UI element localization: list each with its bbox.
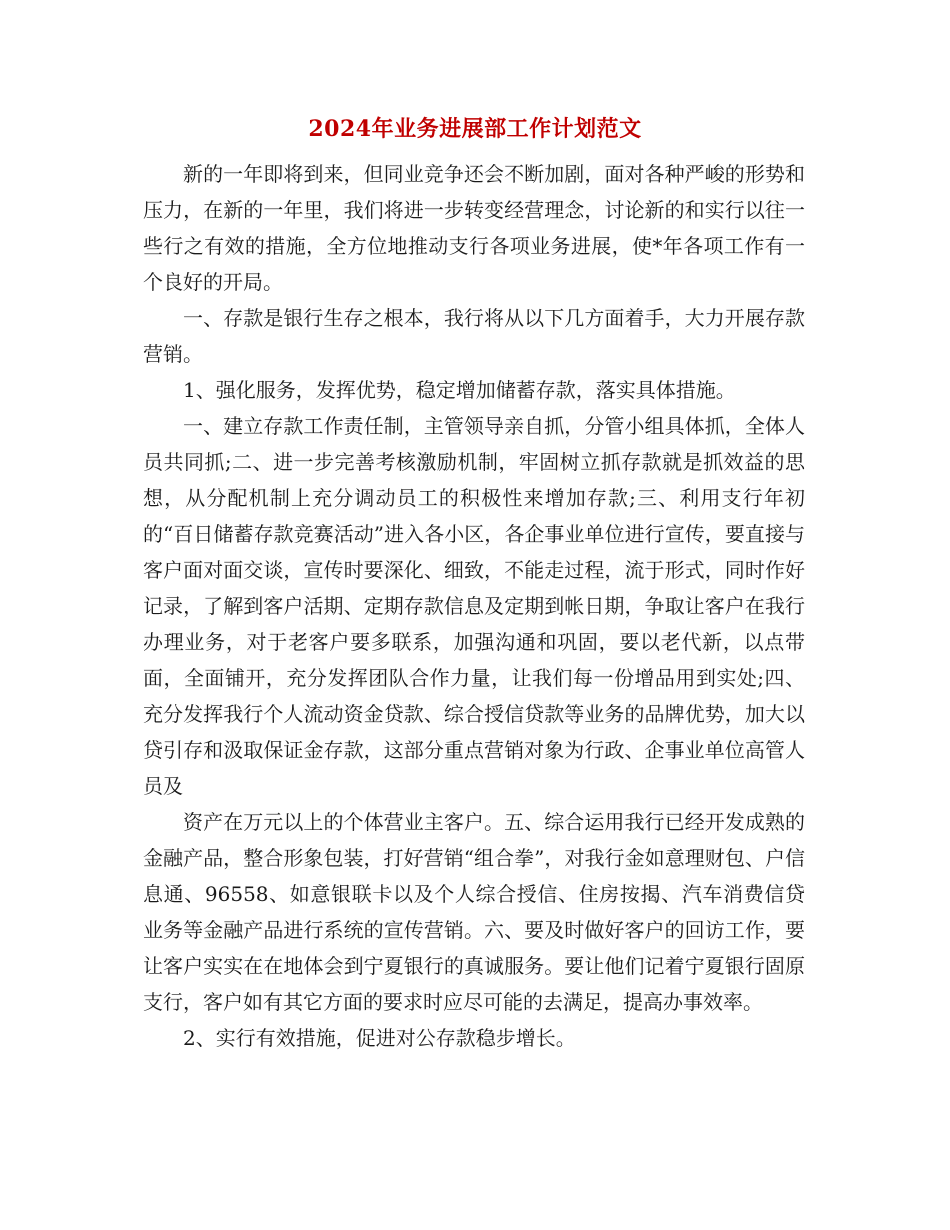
paragraph-subsection-2: 2、实行有效措施，促进对公存款稳步增长。 xyxy=(183,1026,576,1050)
paragraph-measures-part-1: 一、建立存款工作责任制，主管领导亲自抓，分管小组具体抓，全体人员共同抓;二、进一步完善考核激励机制，牢固树立抓存款就是抓效益的思想，从分配机制上充分调动员工的积极性来增加存款;三、利用支行年初的“百日储蓄存款竞赛活动”进入各小区，各企事业单位进行宣传，要直接与客户面对面交谈，宣传时要深化、细致，不能走过程，流于形式，同时作好记录，了解到客户活期、定期存款信息及定期到帐日期，争取让客户在我行办理业务，对于老客户要多联系，加强沟通和巩固，要以老代新，以点带面，全面铺开，充分发挥团队合作力量，让我们每一份增品用到实处;四、充分发挥我行个人流动资金贷款、综合授信贷款等业务的品牌优势，加大以贷引存和汲取保证金存款，这部分重点营销对象为行政、企事业单位高管人员及 xyxy=(143,414,805,798)
document-title: 2024年业务进展部工作计划范文 xyxy=(308,116,642,142)
paragraph-measures-part-2: 资产在万元以上的个体营业主客户。五、综合运用我行已经开发成熟的金融产品，整合形象包装，打好营销“组合拳”，对我行金如意理财包、户信息通、96558、如意银联卡以及个人综合授信、住房按揭、汽车消费信贷业务等金融产品进行系统的宣传营销。六、要及时做好客户的回访工作，要让客户实实在在地体会到宁夏银行的真诚服务。要让他们记着宁夏银行固原支行，客户如有其它方面的要求时应尽可能的去满足，提高办事效率。 xyxy=(143,810,805,1014)
paragraph-section-1-heading: 一、存款是银行生存之根本，我行将从以下几方面着手，大力开展存款营销。 xyxy=(143,306,805,366)
paragraph-subsection-1: 1、强化服务，发挥优势，稳定增加储蓄存款，落实具体措施。 xyxy=(183,378,736,402)
document-body xyxy=(143,156,805,1056)
paragraph-intro: 新的一年即将到来，但同业竞争还会不断加剧，面对各种严峻的形势和压力，在新的一年里，我们将进一步转变经营理念，讨论新的和实行以往一些行之有效的措施，全方位地推动支行各项业务进展，使*年各项工作有一个良好的开局。 xyxy=(143,162,805,294)
